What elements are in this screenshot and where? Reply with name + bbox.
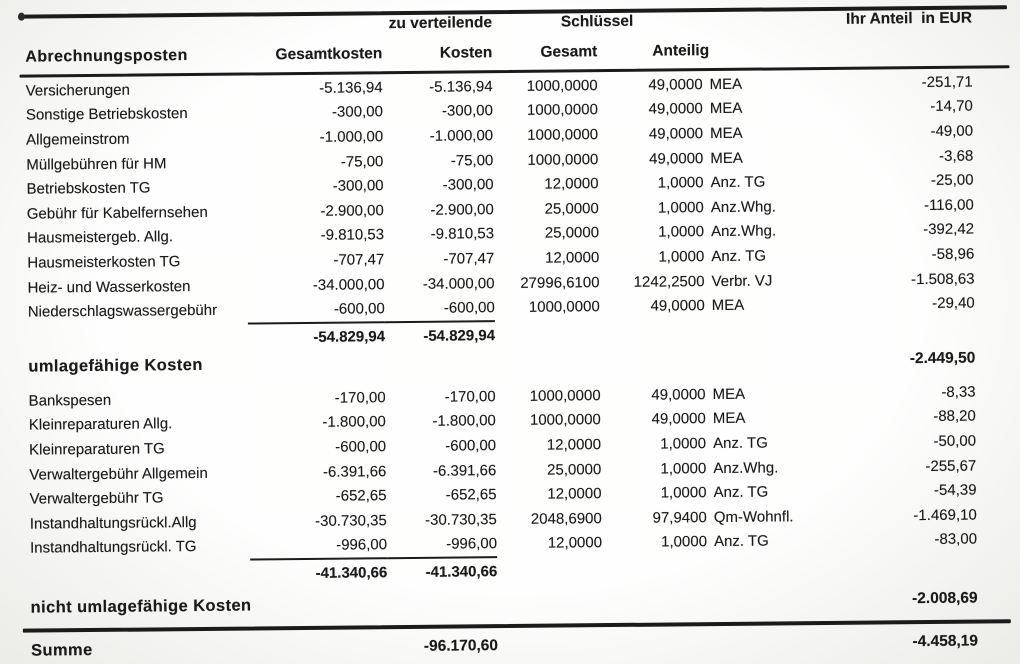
row-kosten: -707,47 xyxy=(443,250,495,268)
row-anteilig-wert: 49,0000 xyxy=(649,149,704,168)
row-anteilig-wert: 1,0000 xyxy=(657,174,704,192)
row-anteilig-einheit: MEA xyxy=(712,385,746,403)
row-posten: Hausmeistergeb. Allg. xyxy=(26,228,174,247)
row-anteilig-einheit: Qm-Wohnfl. xyxy=(713,507,794,526)
row-anteilig-einheit: Anz. TG xyxy=(710,173,766,192)
row-gesamtkosten: -600,00 xyxy=(333,300,385,318)
row-posten: Hausmeisterkosten TG xyxy=(27,253,181,272)
row-kosten: -1.000,00 xyxy=(429,127,494,145)
section-umlagefaehige-kosten xyxy=(26,70,976,381)
subtotal-gesamtkosten: -54.829,94 xyxy=(248,321,385,350)
row-anteil: -83,00 xyxy=(934,530,978,549)
row-anteilig-einheit: Verbr. VJ xyxy=(711,272,773,290)
row-anteilig-wert: 1242,2500 xyxy=(633,272,705,291)
section-heading-label: umlagefähige Kosten xyxy=(28,356,203,377)
row-posten: Heiz- und Wasserkosten xyxy=(27,277,191,297)
row-kosten: -600,00 xyxy=(445,437,497,455)
row-posten: Allgemeinstrom xyxy=(26,130,130,149)
row-anteilig-einheit: MEA xyxy=(709,100,743,118)
row-kosten: -34.000,00 xyxy=(422,274,495,293)
row-gesamtkosten: -6.391,66 xyxy=(322,462,387,481)
row-posten: Instandhaltungsrückl.Allg xyxy=(29,513,197,533)
row-anteilig-einheit: MEA xyxy=(709,75,743,93)
row-posten: Niederschlagswassergebühr xyxy=(27,301,218,321)
row-gesamtkosten: -9.810,53 xyxy=(320,226,385,245)
row-gesamt: 12,0000 xyxy=(544,249,600,267)
subtotal-spacer xyxy=(28,329,248,346)
row-gesamtkosten: -170,00 xyxy=(334,388,386,407)
row-anteilig-wert: 1,0000 xyxy=(660,459,707,478)
row-gesamt: 1000,0000 xyxy=(529,411,601,430)
subtotal-spacer xyxy=(30,565,250,582)
row-gesamtkosten: -300,00 xyxy=(332,177,384,195)
row-anteilig-wert: 49,0000 xyxy=(648,125,704,143)
row-kosten: -1.800,00 xyxy=(432,412,496,431)
row-kosten: -6.391,66 xyxy=(432,461,497,480)
row-kosten: -2.900,00 xyxy=(430,200,494,219)
row-gesamtkosten: -34.000,00 xyxy=(312,275,385,294)
col-header-gesamtkosten: Gesamtkosten xyxy=(275,45,383,64)
summe-label: Summe xyxy=(30,640,93,660)
row-anteilig-einheit: MEA xyxy=(710,124,743,143)
subtotal-gesamtkosten: -41.340,66 xyxy=(250,557,387,586)
row-anteilig-wert: 49,0000 xyxy=(651,385,706,404)
row-anteil: -49,00 xyxy=(930,122,974,140)
row-gesamt: 12,0000 xyxy=(547,485,602,503)
row-anteil: -25,00 xyxy=(930,171,974,190)
section-rows xyxy=(26,70,975,325)
row-posten: Verwaltergebühr Allgemein xyxy=(29,464,208,484)
row-posten: Kleinreparaturen TG xyxy=(29,440,165,459)
row-anteilig-wert: 1,0000 xyxy=(660,484,707,502)
section-heading-label: nicht umlagefähige Kosten xyxy=(30,596,252,617)
row-gesamt: 25,0000 xyxy=(544,199,599,218)
row-anteilig-einheit: Anz. TG xyxy=(712,434,768,452)
row-anteilig-wert: 1,0000 xyxy=(657,198,704,217)
row-anteilig-wert: 49,0000 xyxy=(648,75,703,94)
row-gesamt: 1000,0000 xyxy=(527,126,599,144)
row-gesamt: 1000,0000 xyxy=(528,298,600,316)
row-posten: Versicherungen xyxy=(25,81,130,100)
row-gesamt: 2048,6900 xyxy=(530,509,602,528)
row-posten: Betriebskosten TG xyxy=(26,179,151,198)
subtotal-kosten: -41.340,66 xyxy=(387,556,497,585)
row-anteil: -3,68 xyxy=(939,147,974,165)
col-header-kosten: Kosten xyxy=(439,44,493,62)
row-gesamt: 1000,0000 xyxy=(527,150,599,169)
row-gesamtkosten: -300,00 xyxy=(331,103,383,122)
row-kosten: -170,00 xyxy=(444,387,496,406)
row-gesamtkosten: -1.800,00 xyxy=(322,413,386,432)
row-anteilig-wert: 1,0000 xyxy=(658,223,705,241)
header-spacer xyxy=(245,16,382,33)
row-gesamt: 12,0000 xyxy=(546,436,602,454)
row-gesamt: 1000,0000 xyxy=(526,76,598,95)
row-kosten: -600,00 xyxy=(443,299,495,317)
row-kosten: -9.810,53 xyxy=(430,225,495,244)
row-posten: Bankspesen xyxy=(28,391,112,410)
summe-row xyxy=(31,628,978,664)
row-anteil: -1.469,10 xyxy=(913,506,977,524)
summe-spacer xyxy=(251,640,388,657)
header-spacer xyxy=(25,18,245,36)
col-header-abrechnungsposten: Abrechnungsposten xyxy=(25,47,188,66)
row-gesamtkosten: -2.900,00 xyxy=(320,201,384,220)
row-anteil: -29,40 xyxy=(932,294,975,313)
row-anteil: -58,96 xyxy=(931,245,975,263)
col-header-anteilig: Anteilig xyxy=(652,42,710,60)
summe-spacer xyxy=(603,636,708,653)
row-anteilig-wert: 49,0000 xyxy=(650,297,705,315)
row-kosten: -300,00 xyxy=(442,176,494,194)
row-anteil: -88,20 xyxy=(933,407,976,426)
row-gesamt: 12,0000 xyxy=(544,175,599,193)
section-anteil-total: -2.008,69 xyxy=(911,589,978,608)
row-gesamtkosten: -600,00 xyxy=(335,438,387,456)
row-anteilig-wert: 49,0000 xyxy=(651,410,706,428)
row-anteilig-einheit: Anz. TG xyxy=(711,247,767,266)
row-kosten: -652,65 xyxy=(445,486,497,504)
row-gesamt: 12,0000 xyxy=(547,534,603,552)
row-anteilig-wert: 97,9400 xyxy=(652,508,707,527)
section-nicht-umlagefaehige-kosten xyxy=(29,379,978,620)
row-gesamtkosten: -652,65 xyxy=(335,487,387,505)
row-posten: Gebühr für Kabelfernsehen xyxy=(26,203,208,223)
summe-spacer xyxy=(708,635,818,652)
row-anteilig-einheit: Anz. TG xyxy=(713,483,769,502)
row-gesamtkosten: -996,00 xyxy=(336,536,388,554)
row-anteilig-wert: 1,0000 xyxy=(660,435,707,453)
row-anteil: -1.508,63 xyxy=(911,270,975,288)
row-gesamt: 25,0000 xyxy=(547,460,602,479)
row-anteil: -251,71 xyxy=(921,73,973,91)
row-gesamtkosten: -707,47 xyxy=(333,251,385,269)
row-anteil: -54,39 xyxy=(933,481,977,500)
row-anteil: -14,70 xyxy=(930,97,973,116)
row-anteilig-einheit: MEA xyxy=(712,410,746,428)
row-gesamt: 27996,6100 xyxy=(520,273,600,292)
section-anteil-total: -2.449,50 xyxy=(909,349,976,368)
row-anteil: -50,00 xyxy=(933,432,977,450)
row-anteilig-wert: 1,0000 xyxy=(658,248,705,266)
summe-anteil: -4.458,19 xyxy=(912,632,979,651)
row-anteil: -392,42 xyxy=(923,220,975,239)
row-kosten: -300,00 xyxy=(441,102,493,121)
row-anteilig-einheit: Anz.Whg. xyxy=(710,198,776,216)
summe-spacer xyxy=(498,637,603,654)
row-anteilig-einheit: MEA xyxy=(711,296,745,315)
row-gesamtkosten: -1.000,00 xyxy=(319,128,384,146)
row-posten: Instandhaltungsrückl. TG xyxy=(29,538,197,557)
row-gesamtkosten: -75,00 xyxy=(340,152,384,171)
row-kosten: -75,00 xyxy=(450,151,494,170)
row-gesamtkosten: -30.730,35 xyxy=(314,511,387,530)
row-gesamt: 1000,0000 xyxy=(529,386,601,405)
col-header-schluessel: Schlüssel xyxy=(560,12,634,31)
row-kosten: -30.730,35 xyxy=(424,510,497,529)
section-heading-row xyxy=(30,586,977,621)
row-posten: Sonstige Betriebskosten xyxy=(25,105,188,125)
subtotal-kosten: -54.829,94 xyxy=(385,320,495,349)
row-anteil: -255,67 xyxy=(925,457,977,475)
section-rows xyxy=(29,379,978,560)
col-header-gesamt: Gesamt xyxy=(540,43,598,61)
row-anteilig-einheit: Anz.Whg. xyxy=(713,458,779,477)
col-header-zu-verteilende: zu verteilende xyxy=(388,14,493,33)
row-gesamtkosten: -5.136,94 xyxy=(319,79,383,97)
row-kosten: -5.136,94 xyxy=(429,77,493,96)
summe-kosten: -96.170,60 xyxy=(423,637,499,655)
col-header-ihr-anteil: Ihr Anteil in EUR xyxy=(845,9,973,28)
row-posten: Verwaltergebühr TG xyxy=(29,489,164,508)
row-anteilig-wert: 49,0000 xyxy=(648,100,703,119)
row-anteilig-einheit: MEA xyxy=(710,149,743,167)
row-anteil: -116,00 xyxy=(923,196,974,214)
row-anteilig-einheit: Anz.Whg. xyxy=(710,222,777,241)
row-anteilig-einheit: Anz. TG xyxy=(713,532,769,551)
row-posten: Kleinreparaturen Allg. xyxy=(28,415,173,434)
row-kosten: -996,00 xyxy=(446,535,498,553)
row-anteil: -8,33 xyxy=(941,383,976,401)
row-gesamt: 25,0000 xyxy=(544,224,600,243)
row-posten: Müllgebühren für HM xyxy=(26,154,167,174)
row-gesamt: 1000,0000 xyxy=(526,101,598,120)
row-anteilig-wert: 1,0000 xyxy=(661,533,708,551)
